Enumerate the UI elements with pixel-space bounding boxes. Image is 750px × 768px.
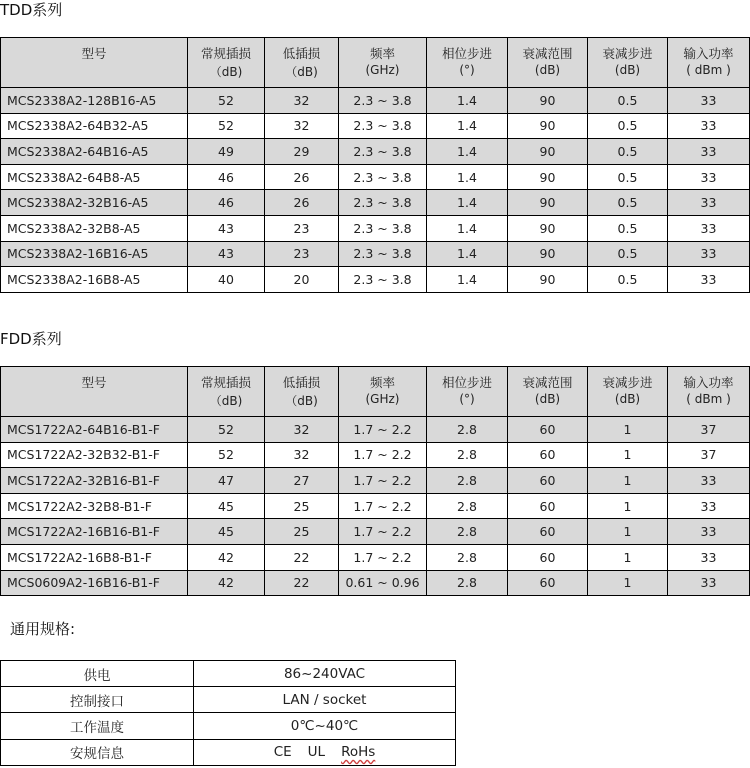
cell-frequency: 1.7 ~ 2.2 <box>339 417 427 443</box>
col-header-phase-step: 相位步进 <box>427 367 508 392</box>
cell-atten-step: 0.5 <box>588 88 668 114</box>
cell-input-power: 33 <box>668 139 750 165</box>
cell-input-power: 33 <box>668 113 750 139</box>
tdd-unit-row <box>1 62 750 88</box>
cell-normal-loss: 43 <box>188 215 265 241</box>
cell-atten-range: 90 <box>508 215 588 241</box>
table-row <box>1 468 750 494</box>
cell-input-power: 37 <box>668 442 750 468</box>
general-value: 0℃~40℃ <box>194 713 456 739</box>
cell-atten-range: 60 <box>508 442 588 468</box>
cell-low-loss: 25 <box>265 519 339 545</box>
cell-input-power: 33 <box>668 241 750 267</box>
cell-input-power: 37 <box>668 417 750 443</box>
general-label: 控制接口 <box>1 687 194 713</box>
cell-input-power: 33 <box>668 190 750 216</box>
cell-atten-range: 60 <box>508 570 588 596</box>
col-header-input-power: 输入功率 <box>668 367 750 392</box>
cell-model: MCS1722A2-64B16-B1-F <box>1 417 188 443</box>
cell-frequency: 2.3 ~ 3.8 <box>339 164 427 190</box>
table-row <box>1 88 750 114</box>
cell-atten-step: 0.5 <box>588 215 668 241</box>
cell-frequency: 1.7 ~ 2.2 <box>339 519 427 545</box>
cell-frequency: 2.3 ~ 3.8 <box>339 267 427 293</box>
cell-low-loss: 20 <box>265 267 339 293</box>
table-row <box>1 164 750 190</box>
cell-atten-step: 1 <box>588 442 668 468</box>
cell-normal-loss: 46 <box>188 164 265 190</box>
fdd-unit-row <box>1 391 750 417</box>
fdd-header-row <box>1 367 750 392</box>
col-unit-input-power: ( dBm ) <box>668 391 750 417</box>
cell-atten-range: 90 <box>508 267 588 293</box>
cell-phase-step: 1.4 <box>427 113 508 139</box>
cell-frequency: 1.7 ~ 2.2 <box>339 468 427 494</box>
cert-ul: UL <box>307 744 326 761</box>
cell-normal-loss: 40 <box>188 267 265 293</box>
cell-atten-step: 0.5 <box>588 113 668 139</box>
cell-atten-step: 0.5 <box>588 267 668 293</box>
cell-normal-loss: 52 <box>188 442 265 468</box>
cell-atten-step: 0.5 <box>588 241 668 267</box>
cell-frequency: 1.7 ~ 2.2 <box>339 544 427 570</box>
general-value <box>194 739 456 765</box>
cell-model: MCS2338A2-32B16-A5 <box>1 190 188 216</box>
cell-low-loss: 32 <box>265 88 339 114</box>
cell-input-power: 33 <box>668 215 750 241</box>
general-row-operating-temp <box>1 713 456 739</box>
cell-input-power: 33 <box>668 88 750 114</box>
cell-low-loss: 26 <box>265 164 339 190</box>
cell-low-loss: 22 <box>265 544 339 570</box>
cell-atten-step: 1 <box>588 519 668 545</box>
cell-input-power: 33 <box>668 570 750 596</box>
cell-atten-range: 60 <box>508 468 588 494</box>
col-header-low-loss: 低插损 <box>265 38 339 63</box>
cell-normal-loss: 45 <box>188 519 265 545</box>
col-unit-low-loss: （dB) <box>265 391 339 417</box>
table-row <box>1 267 750 293</box>
col-header-normal-loss: 常规插损 <box>188 38 265 63</box>
cell-model: MCS2338A2-64B16-A5 <box>1 139 188 165</box>
table-row <box>1 442 750 468</box>
cell-input-power: 33 <box>668 519 750 545</box>
cell-low-loss: 32 <box>265 113 339 139</box>
table-row <box>1 493 750 519</box>
cell-normal-loss: 52 <box>188 417 265 443</box>
cell-phase-step: 1.4 <box>427 164 508 190</box>
general-label: 供电 <box>1 661 194 687</box>
cell-atten-range: 90 <box>508 164 588 190</box>
cell-atten-step: 1 <box>588 468 668 494</box>
cell-atten-range: 90 <box>508 113 588 139</box>
cell-phase-step: 2.8 <box>427 493 508 519</box>
cell-phase-step: 2.8 <box>427 519 508 545</box>
cell-atten-step: 0.5 <box>588 139 668 165</box>
cell-frequency: 2.3 ~ 3.8 <box>339 88 427 114</box>
cell-normal-loss: 46 <box>188 190 265 216</box>
col-unit-model <box>1 62 188 88</box>
cell-atten-range: 90 <box>508 139 588 165</box>
cell-model: MCS1722A2-16B16-B1-F <box>1 519 188 545</box>
table-row <box>1 570 750 596</box>
col-header-input-power: 输入功率 <box>668 38 750 63</box>
cell-atten-range: 60 <box>508 493 588 519</box>
table-row <box>1 113 750 139</box>
cell-phase-step: 1.4 <box>427 267 508 293</box>
cell-model: MCS2338A2-32B8-A5 <box>1 215 188 241</box>
cell-phase-step: 1.4 <box>427 241 508 267</box>
col-unit-atten-step: (dB) <box>588 62 668 88</box>
cell-frequency: 1.7 ~ 2.2 <box>339 442 427 468</box>
table-row <box>1 139 750 165</box>
cell-model: MCS2338A2-64B32-A5 <box>1 113 188 139</box>
table-row <box>1 519 750 545</box>
cell-model: MCS2338A2-128B16-A5 <box>1 88 188 114</box>
cell-normal-loss: 47 <box>188 468 265 494</box>
cell-atten-range: 90 <box>508 241 588 267</box>
cell-atten-range: 90 <box>508 88 588 114</box>
col-header-normal-loss: 常规插损 <box>188 367 265 392</box>
cell-normal-loss: 52 <box>188 88 265 114</box>
cell-input-power: 33 <box>668 468 750 494</box>
cell-frequency: 2.3 ~ 3.8 <box>339 215 427 241</box>
cell-low-loss: 23 <box>265 215 339 241</box>
col-unit-atten-range: (dB) <box>508 62 588 88</box>
general-label: 安规信息 <box>1 739 194 765</box>
cell-frequency: 1.7 ~ 2.2 <box>339 493 427 519</box>
col-header-atten-range: 衰减范围 <box>508 367 588 392</box>
cell-atten-range: 60 <box>508 519 588 545</box>
cell-frequency: 2.3 ~ 3.8 <box>339 241 427 267</box>
general-value: LAN / socket <box>194 687 456 713</box>
cell-frequency: 2.3 ~ 3.8 <box>339 190 427 216</box>
tdd-spec-table <box>0 37 750 293</box>
cell-phase-step: 2.8 <box>427 442 508 468</box>
cell-low-loss: 27 <box>265 468 339 494</box>
general-value: 86~240VAC <box>194 661 456 687</box>
cell-atten-step: 1 <box>588 570 668 596</box>
col-header-frequency: 频率 <box>339 367 427 392</box>
cell-model: MCS1722A2-32B32-B1-F <box>1 442 188 468</box>
col-unit-atten-step: (dB) <box>588 391 668 417</box>
col-unit-normal-loss: （dB) <box>188 62 265 88</box>
cell-frequency: 0.61 ~ 0.96 <box>339 570 427 596</box>
cell-frequency: 2.3 ~ 3.8 <box>339 113 427 139</box>
cell-phase-step: 1.4 <box>427 88 508 114</box>
cell-low-loss: 23 <box>265 241 339 267</box>
cert-rohs: RoHs <box>341 744 376 761</box>
cell-normal-loss: 43 <box>188 241 265 267</box>
cell-atten-step: 1 <box>588 417 668 443</box>
table-row <box>1 417 750 443</box>
tdd-header-row <box>1 38 750 63</box>
cell-low-loss: 25 <box>265 493 339 519</box>
cell-model: MCS1722A2-32B16-B1-F <box>1 468 188 494</box>
col-unit-frequency: (GHz) <box>339 62 427 88</box>
fdd-section-title: FDD系列 <box>0 330 62 348</box>
general-spec-table <box>0 660 456 766</box>
cell-input-power: 33 <box>668 544 750 570</box>
cell-model: MCS2338A2-16B8-A5 <box>1 267 188 293</box>
cell-low-loss: 32 <box>265 442 339 468</box>
table-row <box>1 215 750 241</box>
col-header-atten-range: 衰减范围 <box>508 38 588 63</box>
cell-normal-loss: 42 <box>188 544 265 570</box>
cell-atten-range: 60 <box>508 544 588 570</box>
table-row <box>1 544 750 570</box>
col-unit-model <box>1 391 188 417</box>
col-header-atten-step: 衰减步进 <box>588 367 668 392</box>
cell-phase-step: 2.8 <box>427 468 508 494</box>
cell-atten-step: 0.5 <box>588 164 668 190</box>
cell-normal-loss: 45 <box>188 493 265 519</box>
cell-model: MCS1722A2-16B8-B1-F <box>1 544 188 570</box>
cell-input-power: 33 <box>668 164 750 190</box>
col-header-frequency: 频率 <box>339 38 427 63</box>
cell-low-loss: 32 <box>265 417 339 443</box>
col-header-low-loss: 低插损 <box>265 367 339 392</box>
cell-normal-loss: 49 <box>188 139 265 165</box>
tdd-section-title: TDD系列 <box>0 1 63 19</box>
cell-phase-step: 2.8 <box>427 544 508 570</box>
cell-phase-step: 2.8 <box>427 570 508 596</box>
cell-atten-range: 90 <box>508 190 588 216</box>
cell-atten-step: 1 <box>588 493 668 519</box>
general-row-power-supply <box>1 661 456 687</box>
general-label: 工作温度 <box>1 713 194 739</box>
col-unit-frequency: (GHz) <box>339 391 427 417</box>
cell-model: MCS1722A2-32B8-B1-F <box>1 493 188 519</box>
cell-phase-step: 1.4 <box>427 215 508 241</box>
general-row-control-interface <box>1 687 456 713</box>
cell-model: MCS2338A2-64B8-A5 <box>1 164 188 190</box>
cell-normal-loss: 52 <box>188 113 265 139</box>
table-row <box>1 241 750 267</box>
cell-low-loss: 29 <box>265 139 339 165</box>
cell-input-power: 33 <box>668 267 750 293</box>
col-header-atten-step: 衰减步进 <box>588 38 668 63</box>
col-header-model: 型号 <box>1 38 188 63</box>
col-unit-low-loss: （dB) <box>265 62 339 88</box>
col-unit-input-power: ( dBm ) <box>668 62 750 88</box>
col-header-model: 型号 <box>1 367 188 392</box>
col-unit-normal-loss: （dB) <box>188 391 265 417</box>
cell-phase-step: 1.4 <box>427 190 508 216</box>
col-unit-phase-step: (°) <box>427 391 508 417</box>
cell-model: MCS2338A2-16B16-A5 <box>1 241 188 267</box>
general-row-certification <box>1 739 456 765</box>
cell-model: MCS0609A2-16B16-B1-F <box>1 570 188 596</box>
cell-low-loss: 22 <box>265 570 339 596</box>
cell-atten-step: 0.5 <box>588 190 668 216</box>
col-unit-atten-range: (dB) <box>508 391 588 417</box>
table-row <box>1 190 750 216</box>
cell-phase-step: 2.8 <box>427 417 508 443</box>
cell-normal-loss: 42 <box>188 570 265 596</box>
general-spec-title: 通用规格: <box>10 620 76 638</box>
fdd-spec-table <box>0 366 750 596</box>
cert-ce: CE <box>273 744 292 761</box>
cell-low-loss: 26 <box>265 190 339 216</box>
cell-phase-step: 1.4 <box>427 139 508 165</box>
col-header-phase-step: 相位步进 <box>427 38 508 63</box>
cell-atten-step: 1 <box>588 544 668 570</box>
col-unit-phase-step: (°) <box>427 62 508 88</box>
cell-frequency: 2.3 ~ 3.8 <box>339 139 427 165</box>
cell-input-power: 33 <box>668 493 750 519</box>
cell-atten-range: 60 <box>508 417 588 443</box>
